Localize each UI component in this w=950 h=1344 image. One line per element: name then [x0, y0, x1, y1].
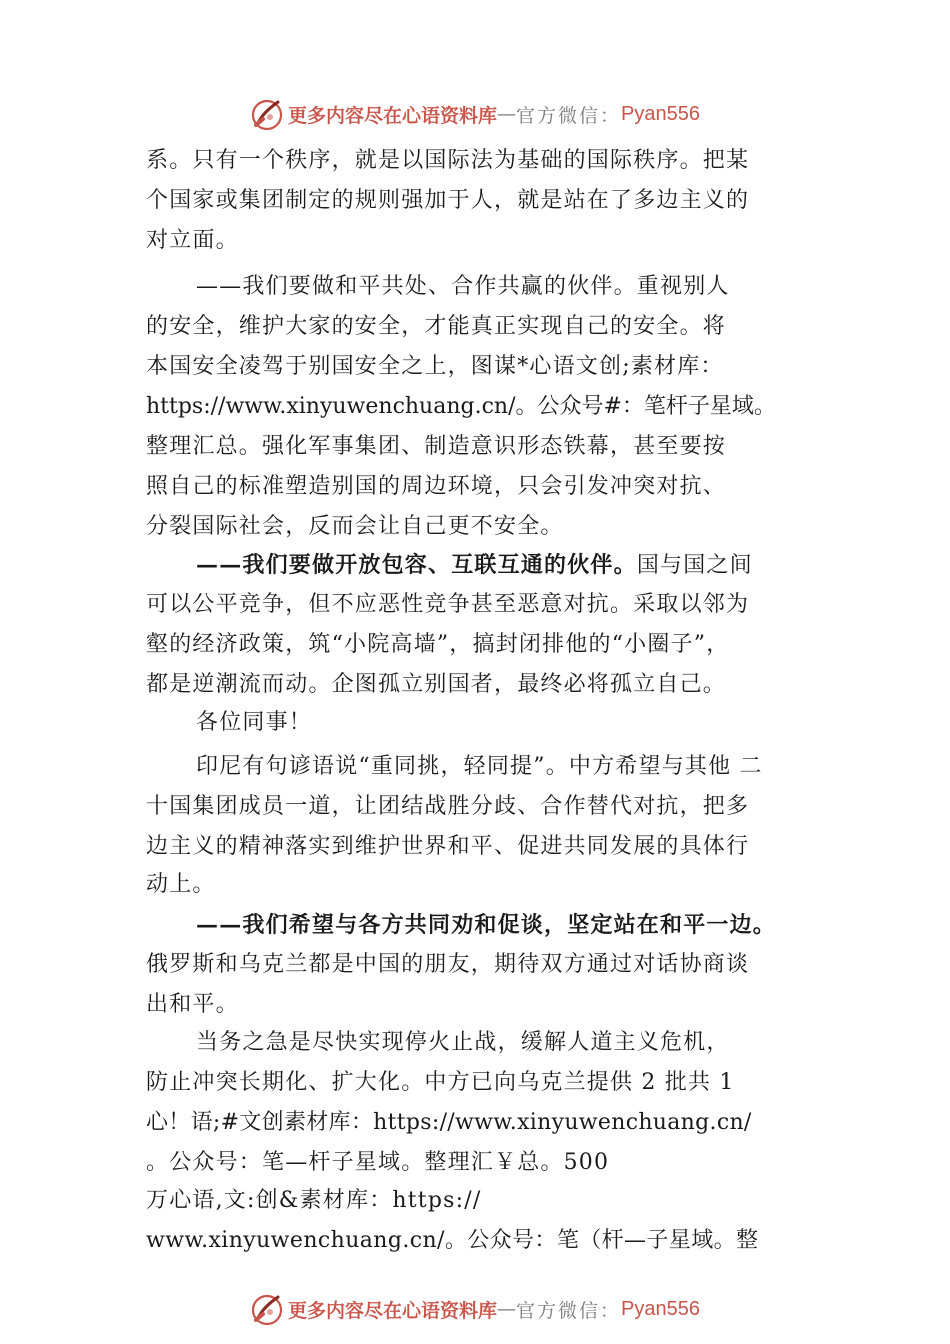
- text-line: 各位同事！: [196, 710, 313, 735]
- banner-separator: —: [497, 103, 517, 125]
- text-line: 十国集团成员一道，让团结战胜分歧、合作替代对抗，把多: [146, 794, 750, 819]
- text-line: 整理汇总。强化军事集团、制造意识形态铁幕，甚至要按: [146, 434, 727, 459]
- text-line: 印尼有句谚语说“重同挑，轻同提”。中方希望与其他 二: [196, 754, 763, 779]
- brush-logo-icon: [250, 97, 284, 131]
- text-line: 照自己的标准塑造别国的周边环境，只会引发冲突对抗、: [146, 474, 727, 499]
- text-line: 心！语;#文创素材库：https://www.xinyuwenchuang.cn/: [146, 1110, 752, 1135]
- banner-wechat-id: Pyan556: [621, 1297, 700, 1320]
- text-line: 防止冲突长期化、扩大化。中方已向乌克兰提供 2 批共 1: [146, 1070, 735, 1095]
- bold-lead: ——我们希望与各方共同劝和促谈，坚定站在和平一边。: [196, 912, 777, 938]
- text-line: 出和平。: [146, 992, 239, 1017]
- bold-lead: ——我们要做开放包容、互联互通的伙伴。: [196, 552, 637, 578]
- text-line: 可以公平竞争，但不应恶性竞争甚至恶意对抗。采取以邻为: [146, 592, 750, 617]
- text-line: 。公众号：笔—杆子星域。整理汇￥总。500: [146, 1150, 610, 1175]
- text-line: www.xinyuwenchuang.cn/。公众号：笔（杆—子星域。整: [146, 1228, 759, 1253]
- banner-separator: —: [497, 1298, 517, 1320]
- text-line: 对立面。: [146, 228, 239, 253]
- text-line: 系。只有一个秩序，就是以国际法为基础的国际秩序。把某: [146, 148, 750, 173]
- text-line: ——我们要做开放包容、互联互通的伙伴。国与国之间: [196, 552, 753, 578]
- banner-wechat-id: Pyan556: [621, 102, 700, 125]
- text-line: 的安全，维护大家的安全，才能真正实现自己的安全。将: [146, 314, 727, 339]
- text-line: 都是逆潮流而动。企图孤立别国者，最终必将孤立自己。: [146, 672, 727, 697]
- text-line: 分裂国际社会，反而会让自己更不安全。: [146, 514, 564, 539]
- banner-wechat-label: 官方微信：: [516, 1299, 622, 1322]
- text-line: 个国家或集团制定的规则强加于人，就是站在了多边主义的: [146, 188, 750, 213]
- text-line: 本国安全凌驾于别国安全之上，图谋*心语文创;素材库：: [146, 354, 724, 379]
- text-line: 边主义的精神落实到维护世界和平、促进共同发展的具体行: [146, 834, 750, 859]
- brush-logo-icon: [250, 1292, 284, 1326]
- text-line: ——我们要做和平共处、合作共赢的伙伴。重视别人: [196, 274, 730, 299]
- text-line: 动上。: [146, 872, 216, 897]
- banner-main-text: 更多内容尽在心语资料库: [288, 104, 498, 127]
- text-line: 壑的经济政策，筑“小院高墙”，搞封闭排他的“小圈子”，: [146, 632, 730, 657]
- banner-wechat-label: 官方微信：: [516, 104, 622, 127]
- text-line: 俄罗斯和乌克兰都是中国的朋友，期待双方通过对话协商谈: [146, 952, 750, 977]
- text-line: [196, 910, 776, 940]
- text-line: 万心语,文:创&素材库：https://: [146, 1188, 482, 1213]
- banner-main-text: 更多内容尽在心语资料库: [288, 1299, 498, 1322]
- text-line: 当务之急是尽快实现停火止战，缓解人道主义危机，: [196, 1030, 730, 1055]
- footer-watermark-banner: [0, 1289, 950, 1329]
- text-line: https://www.xinyuwenchuang.cn/。公众号#：笔杆子星域。: [146, 394, 776, 419]
- header-watermark-banner: [0, 94, 950, 134]
